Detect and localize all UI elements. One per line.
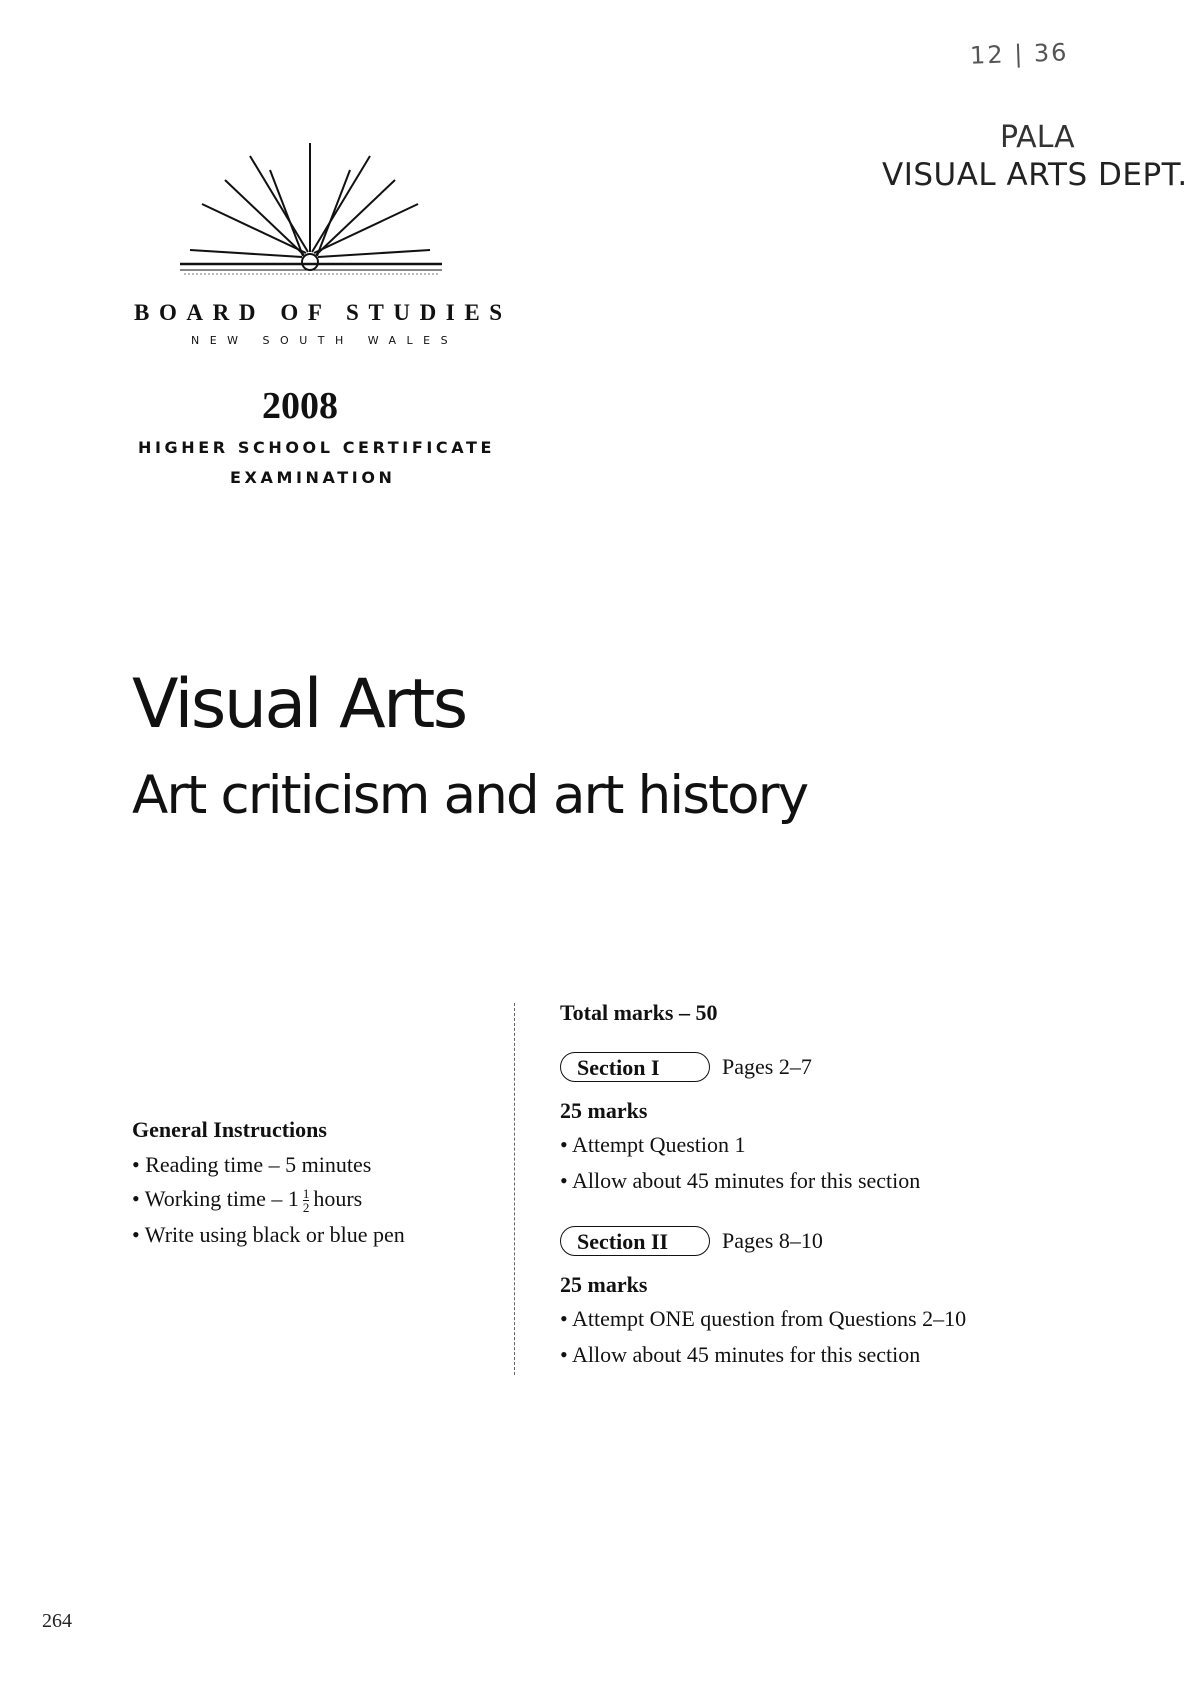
section-2-bullet-2: • Allow about 45 minutes for this section: [560, 1342, 921, 1367]
certificate-title: HIGHER SCHOOL CERTIFICATE: [138, 438, 496, 457]
section-2-bullet-1: • Attempt ONE question from Questions 2–10: [560, 1306, 967, 1331]
working-time-fraction: [303, 1187, 310, 1214]
working-time-unit: hours: [313, 1186, 363, 1211]
section-1-bullet-2: • Allow about 45 minutes for this section: [560, 1168, 921, 1193]
instruction-reading-time: • Reading time – 5 minutes: [132, 1152, 372, 1177]
instruction-pen: • Write using black or blue pen: [132, 1222, 405, 1247]
section-1-pages: Pages 2–7: [722, 1054, 812, 1079]
stamp-code: PALA: [1000, 120, 1075, 155]
exam-year: 2008: [262, 385, 338, 427]
board-of-studies-name: BOARD OF STUDIES: [134, 300, 512, 325]
subject-title: Visual Arts: [132, 665, 466, 744]
section-1-marks: 25 marks: [560, 1098, 648, 1123]
section-2-marks: 25 marks: [560, 1272, 648, 1297]
stamp-department: VISUAL ARTS DEPT.: [882, 157, 1188, 193]
examination-label: EXAMINATION: [230, 468, 396, 487]
new-south-wales-label: NEW SOUTH WALES: [191, 334, 459, 347]
working-time-text: • Working time – 1: [132, 1186, 299, 1211]
section-2-pages: Pages 8–10: [722, 1228, 823, 1253]
general-instructions-heading: General Instructions: [132, 1117, 327, 1142]
instruction-working-time: [132, 1186, 362, 1214]
section-1-bullet-1: • Attempt Question 1: [560, 1132, 746, 1157]
section-2-label: Section II: [560, 1226, 710, 1256]
fraction-numerator: 1: [302, 1186, 310, 1202]
paper-title: Art criticism and art history: [132, 765, 808, 826]
fraction-denominator: 2: [302, 1200, 310, 1216]
column-divider: [514, 1003, 515, 1375]
total-marks: Total marks – 50: [560, 1000, 718, 1025]
page-number: 264: [42, 1610, 72, 1632]
board-of-studies-logo: [170, 140, 460, 290]
section-1-label: Section I: [560, 1052, 710, 1082]
handwritten-number: 12 | 36: [969, 38, 1069, 70]
